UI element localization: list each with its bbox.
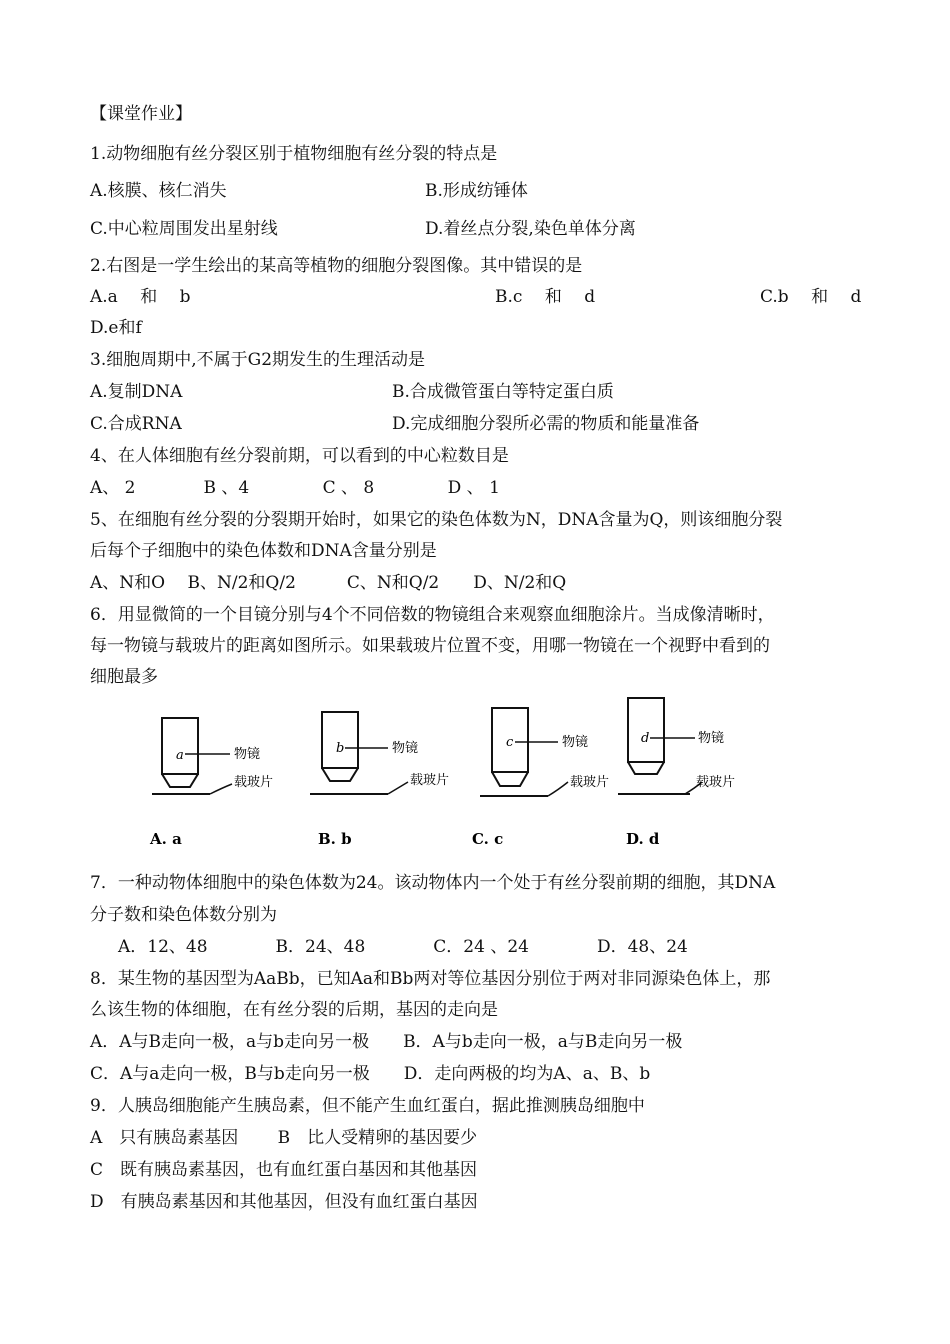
q2-stem: 2.右图是一学生绘出的某高等植物的细胞分裂图像。其中错误的是	[90, 256, 583, 276]
lens-a-objective-label: 物镜	[234, 747, 261, 762]
lens-a-diagram	[152, 718, 232, 794]
lens-c-objective-label: 物镜	[562, 735, 589, 750]
q7-options: A．12、48 B．24、48 C．24 、24 D．48、24	[118, 937, 688, 957]
q5-stem-line1: 5、在细胞有丝分裂的分裂期开始时，如果它的染色体数为N，DNA含量为Q，则该细胞分裂	[90, 510, 783, 530]
q5-stem-line2: 后每个子细胞中的染色体数和DNA含量分别是	[90, 541, 437, 561]
q9-option-d: D 有胰岛素基因和其他基因，但没有血红蛋白基因	[90, 1192, 478, 1212]
q9-option-c: C 既有胰岛素基因，也有血红蛋白基因和其他基因	[90, 1160, 478, 1180]
lens-d-diagram	[618, 698, 702, 794]
q7-stem-line2: 分子数和染色体数分别为	[90, 905, 277, 925]
q2-option-d: D.e和f	[90, 318, 142, 338]
q6-stem-line2: 每一物镜与载玻片的距离如图所示。如果载玻片位置不变，用哪一物镜在一个视野中看到的	[90, 636, 770, 656]
q9-options-ab: A 只有胰岛素基因 B 比人受精卵的基因要少	[90, 1128, 478, 1148]
q1-option-a: A.核膜、核仁消失	[90, 181, 227, 201]
q2-option-c: C.b 和 d	[760, 287, 862, 307]
q4-stem: 4、在人体细胞有丝分裂前期，可以看到的中心粒数目是	[90, 446, 509, 466]
lens-c-diagram	[480, 708, 568, 796]
q3-stem: 3.细胞周期中,不属于G2期发生的生理活动是	[90, 350, 426, 370]
q2-option-a: A.a 和 b	[90, 287, 191, 307]
lens-b-slide-label: 载玻片	[410, 773, 450, 788]
lens-c-slide-label: 载玻片	[570, 775, 610, 790]
lens-b-letter: b	[336, 741, 345, 756]
q5-options: A、N和O B、N/2和Q/2 C、N和Q/2 D、N/2和Q	[90, 573, 567, 593]
q3-option-d: D.完成细胞分裂所必需的物质和能量准备	[392, 414, 700, 434]
q3-option-c: C.合成RNA	[90, 414, 182, 434]
q1-option-b: B.形成纺锤体	[425, 181, 528, 201]
lens-c-letter: c	[506, 735, 514, 750]
q7-stem-line1: 7．一种动物体细胞中的染色体数为24。该动物体内一个处于有丝分裂前期的细胞，其DNA	[90, 873, 776, 893]
lens-d-letter: d	[641, 731, 650, 746]
q9-stem: 9．人胰岛细胞能产生胰岛素，但不能产生血红蛋白，据此推测胰岛细胞中	[90, 1096, 645, 1116]
lens-b-objective-label: 物镜	[392, 741, 419, 756]
q8-stem-line1: 8．某生物的基因型为AaBb，已知Aa和Bb两对等位基因分别位于两对非同源染色体上，那	[90, 969, 771, 989]
lens-d-caption: D. d	[626, 830, 660, 848]
lens-b-caption: B. b	[318, 830, 352, 848]
q6-stem-line3: 细胞最多	[90, 667, 158, 687]
q3-option-b: B.合成微管蛋白等特定蛋白质	[392, 382, 614, 402]
q3-option-a: A.复制DNA	[90, 382, 183, 402]
q6-stem-line1: 6．用显微简的一个目镜分别与4个不同倍数的物镜组合来观察血细胞涂片。当成像清晰时，	[90, 605, 775, 625]
lens-c-caption: C. c	[472, 830, 504, 848]
q1-option-c: C.中心粒周围发出星射线	[90, 219, 278, 239]
section-header: 【课堂作业】	[90, 104, 192, 124]
lens-d-slide-label: 载玻片	[696, 775, 736, 790]
lens-d-objective-label: 物镜	[698, 731, 725, 746]
q1-option-d: D.着丝点分裂,染色单体分离	[425, 219, 636, 239]
q4-options: A、 2 B 、4 C 、 8 D 、 1	[90, 478, 500, 498]
lens-a-caption: A. a	[150, 830, 182, 848]
q2-option-b: B.c 和 d	[495, 287, 596, 307]
q8-options-ab: A．A与B走向一极，a与b走向另一极 B．A与b走向一极，a与B走向另一极	[90, 1032, 683, 1052]
lens-a-letter: a	[176, 748, 184, 763]
objective-lens-figure	[130, 690, 770, 860]
lens-a-slide-label: 载玻片	[234, 775, 274, 790]
q8-stem-line2: 么该生物的体细胞，在有丝分裂的后期，基因的走向是	[90, 1000, 498, 1020]
q1-stem: 1.动物细胞有丝分裂区别于植物细胞有丝分裂的特点是	[90, 144, 498, 164]
q8-options-cd: C．A与a走向一极，B与b走向另一极 D．走向两极的均为A、a、B、b	[90, 1064, 651, 1084]
